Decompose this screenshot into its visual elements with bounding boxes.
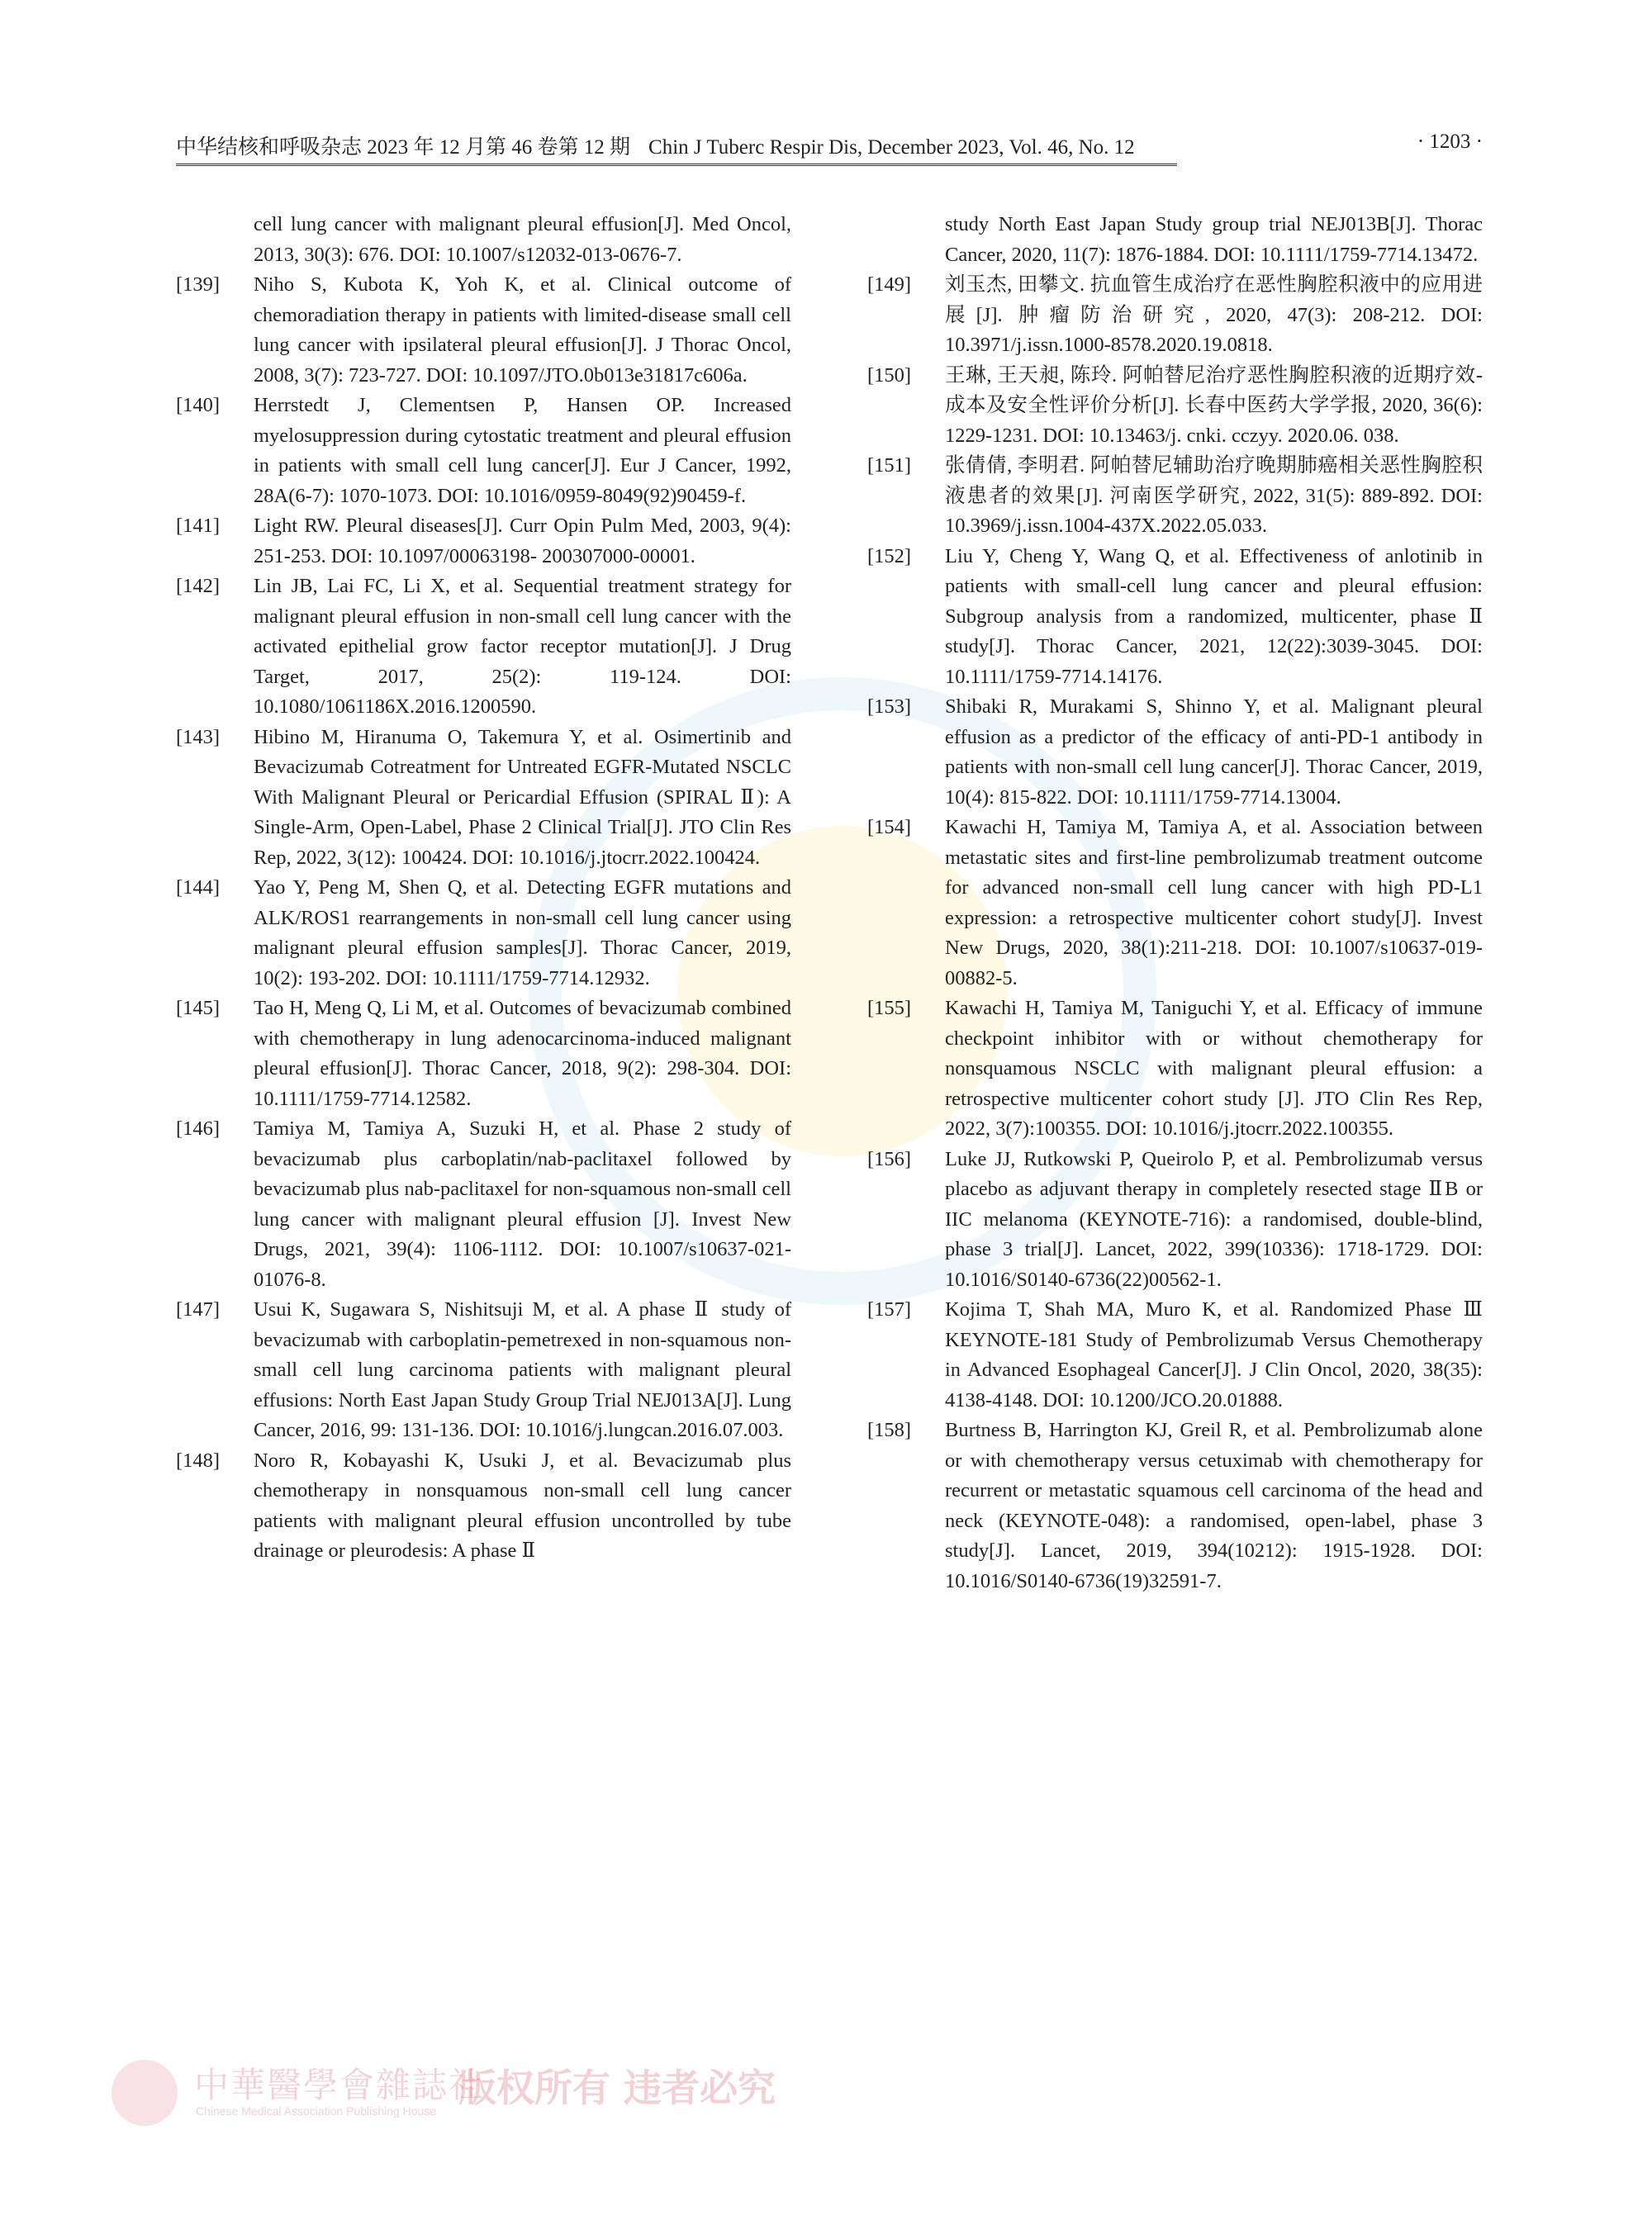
reference-entry [867, 451, 1483, 542]
journal-title-en: Chin J Tuberc Respir Dis, December 2023, Vol. 46, No. 12 [648, 136, 1135, 159]
publisher-logo-icon [112, 2060, 178, 2126]
journal-title-cn: 中华结核和呼吸杂志 2023 年 12 月第 46 卷第 12 期 [176, 136, 631, 159]
reference-number: [142] [176, 575, 221, 597]
reference-number: [143] [176, 725, 221, 748]
page-number: · 1203 · [1417, 130, 1483, 153]
reference-entry [867, 542, 1483, 693]
reference-entry [176, 1446, 791, 1567]
reference-entry [176, 1295, 791, 1446]
reference-entry [176, 994, 791, 1114]
reference-text: Burtness B, Harrington KJ, Greil R, et al. Pembrolizumab alone or with chemotherapy versus cetuximab with chemotherapy for recurrent or metastatic squamous cell carcinoma of the head and neck (KEYNOTE-048): a randomised, open-label, phase 3 study[J]. Lancet, 2019, 394(10212): 1915-1928. DOI: 10.1016/S0140-6736(19)32591-7. [945, 1419, 1483, 1592]
reference-number: [154] [867, 816, 912, 838]
reference-text: Herrstedt J, Clementsen P, Hansen OP. Increased myelosuppression during cytostatic treatment and pleural effusion in patients with small cell lung cancer[J]. Eur J Cancer, 1992, 28A(6-7): 1070-1073. DOI: 10.1016/0959-8049(92)90459-f. [254, 394, 791, 507]
reference-entry [867, 994, 1483, 1145]
references-right-column [867, 210, 1483, 1596]
reference-entry [867, 270, 1483, 361]
publisher-name-en: Chinese Medical Association Publishing House [196, 2104, 437, 2118]
reference-text: Kawachi H, Tamiya M, Taniguchi Y, et al. Efficacy of immune checkpoint inhibitor with or without chemotherapy for nonsquamous NSCLC with malignant pleural effusion: a retrospective multicenter cohort study [J]. JTO Clin Res Rep, 2022, 3(7):100355. DOI: 10.1016/j.jtocrr.2022.100355. [945, 997, 1483, 1140]
reference-text: Shibaki R, Murakami S, Shinno Y, et al. Malignant pleural effusion as a predictor of the efficacy of anti-PD-1 antibody in patients with non-small cell lung cancer[J]. Thorac Cancer, 2019, 10(4): 815-822. DOI: 10.1111/1759-7714.13004. [945, 695, 1483, 809]
reference-text: Luke JJ, Rutkowski P, Queirolo P, et al. Pembrolizumab versus placebo as adjuvant therapy in completely resected stage ⅡB or IIC melanoma (KEYNOTE-716): a randomised, double-blind, phase 3 trial[J]. Lancet, 2022, 399(10336): 1718-1729. DOI: 10.1016/S0140-6736(22)00562-1. [945, 1147, 1483, 1291]
reference-text: study North East Japan Study group trial NEJ013B[J]. Thorac Cancer, 2020, 11(7): 1876-1884. DOI: 10.1111/1759-7714.13472. [945, 213, 1483, 266]
reference-text: Hibino M, Hiranuma O, Takemura Y, et al. Osimertinib and Bevacizumab Cotreatment for Untreated EGFR-Mutated NSCLC With Malignant Pleural or Pericardial Effusion (SPIRAL Ⅱ): A Single-Arm, Open-Label, Phase 2 Clinical Trial[J]. JTO Clin Res Rep, 2022, 3(12): 100424. DOI: 10.1016/j.jtocrr.2022.100424. [254, 725, 791, 869]
reference-entry [867, 1145, 1483, 1296]
publisher-name-cn: 中華醫學會雜誌社 [194, 2065, 486, 2105]
reference-number: [146] [176, 1117, 221, 1140]
reference-number: [149] [867, 273, 912, 296]
reference-entry [867, 1295, 1483, 1416]
reference-number: [151] [867, 454, 912, 477]
reference-entry [176, 210, 791, 270]
journal-title [176, 130, 1177, 166]
reference-text: cell lung cancer with malignant pleural effusion[J]. Med Oncol, 2013, 30(3): 676. DOI: 10.1007/s12032-013-0676-7. [254, 213, 791, 266]
reference-text: 刘玉杰, 田攀文. 抗血管生成治疗在恶性胸腔积液中的应用进展[J]. 肿瘤防治研究, 2020, 47(3): 208-212. DOI: 10.3971/j.issn.1000-8578.2020.19.0818. [945, 273, 1483, 356]
reference-text: Light RW. Pleural diseases[J]. Curr Opin Pulm Med, 2003, 9(4): 251-253. DOI: 10.1097/00063198- 200307000-00001. [254, 515, 791, 567]
reference-number: [157] [867, 1298, 912, 1321]
reference-text: Kojima T, Shah MA, Muro K, et al. Randomized Phase Ⅲ KEYNOTE-181 Study of Pembrolizumab Versus Chemotherapy in Advanced Esophageal Cancer[J]. J Clin Oncol, 2020, 38(35): 4138-4148. DOI: 10.1200/JCO.20.01888. [945, 1298, 1483, 1411]
reference-entry [176, 1114, 791, 1295]
reference-entry [867, 1416, 1483, 1596]
reference-number: [147] [176, 1298, 221, 1321]
reference-number: [150] [867, 363, 912, 387]
reference-number: [139] [176, 273, 221, 296]
reference-entry [176, 511, 791, 572]
reference-text: Yao Y, Peng M, Shen Q, et al. Detecting EGFR mutations and ALK/ROS1 rearrangements in non-small cell lung cancer using malignant pleural effusion samples[J]. Thorac Cancer, 2019, 10(2): 193-202. DOI: 10.1111/1759-7714.12932. [254, 876, 791, 989]
reference-number: [158] [867, 1419, 912, 1441]
reference-text: Usui K, Sugawara S, Nishitsuji M, et al. A phase Ⅱ study of bevacizumab with carboplatin-pemetrexed in non-squamous non-small cell lung carcinoma patients with malignant pleural effusions: North East Japan Study Group Trial NEJ013A[J]. Lung Cancer, 2016, 99: 131-136. DOI: 10.1016/j.lungcan.2016.07.003. [254, 1298, 791, 1441]
reference-text: 王琳, 王天昶, 陈玲. 阿帕替尼治疗恶性胸腔积液的近期疗效-成本及安全性评价分析[J]. 长春中医药大学学报, 2020, 36(6): 1229-1231. DOI: 10.13463/j. cnki. cczyy. 2020.06. 038. [945, 363, 1483, 447]
reference-entry [867, 692, 1483, 813]
reference-text: Tao H, Meng Q, Li M, et al. Outcomes of bevacizumab combined with chemotherapy in lung adenocarcinoma-induced malignant pleural effusion[J]. Thorac Cancer, 2018, 9(2): 298-304. DOI: 10.1111/1759-7714.12582. [254, 997, 791, 1110]
reference-text: Noro R, Kobayashi K, Usuki J, et al. Bevacizumab plus chemotherapy in nonsquamous non-small cell lung cancer patients with malignant pleural effusion uncontrolled by tube drainage or pleurodesis: A phase Ⅱ [254, 1449, 791, 1562]
reference-entry [867, 210, 1483, 270]
reference-entry [176, 572, 791, 723]
reference-text: Niho S, Kubota K, Yoh K, et al. Clinical outcome of chemoradiation therapy in patients with limited-disease small cell lung cancer with ipsilateral pleural effusion[J]. J Thorac Oncol, 2008, 3(7): 723-727. DOI: 10.1097/JTO.0b013e31817c606a. [254, 273, 791, 387]
running-header [176, 130, 1483, 164]
copyright-notice: 版权所有 违者必究 [458, 2066, 776, 2110]
reference-number: [141] [176, 515, 221, 537]
reference-entry [867, 813, 1483, 994]
reference-entry [176, 270, 791, 391]
reference-entry [867, 361, 1483, 452]
reference-number: [144] [176, 876, 221, 899]
reference-text: Lin JB, Lai FC, Li X, et al. Sequential treatment strategy for malignant pleural effusion in non-small cell lung cancer with the activated epithelial grow factor receptor mutation[J]. J Drug Target, 2017, 25(2): 119-124. DOI: 10.1080/1061186X.2016.1200590. [254, 575, 791, 718]
reference-text: 张倩倩, 李明君. 阿帕替尼辅助治疗晚期肺癌相关恶性胸腔积液患者的效果[J]. 河南医学研究, 2022, 31(5): 889-892. DOI: 10.3969/j.issn.1004-437X.2022.05.033. [945, 454, 1483, 537]
reference-number: [140] [176, 394, 221, 416]
reference-number: [156] [867, 1147, 912, 1170]
reference-entry [176, 391, 791, 511]
references-left-column [176, 210, 791, 1567]
reference-entry [176, 723, 791, 874]
reference-entry [176, 873, 791, 994]
reference-number: [148] [176, 1449, 221, 1472]
reference-number: [155] [867, 997, 912, 1019]
reference-number: [152] [867, 544, 912, 567]
reference-text: Tamiya M, Tamiya A, Suzuki H, et al. Phase 2 study of bevacizumab plus carboplatin/nab-paclitaxel followed by bevacizumab plus nab-paclitaxel for non-squamous non-small cell lung cancer with malignant pleural effusion [J]. Invest New Drugs, 2021, 39(4): 1106-1112. DOI: 10.1007/s10637-021-01076-8. [254, 1117, 791, 1291]
reference-number: [153] [867, 695, 912, 718]
reference-number: [145] [176, 997, 221, 1019]
reference-text: Liu Y, Cheng Y, Wang Q, et al. Effectiveness of anlotinib in patients with small-cell lung cancer and pleural effusion: Subgroup analysis from a randomized, multicenter, phase Ⅱ study[J]. Thorac Cancer, 2021, 12(22):3039-3045. DOI: 10.1111/1759-7714.14176. [945, 544, 1483, 688]
reference-text: Kawachi H, Tamiya M, Tamiya A, et al. Association between metastatic sites and first-line pembrolizumab treatment outcome for advanced non-small cell lung cancer with high PD-L1 expression: a retrospective multicenter cohort study[J]. Invest New Drugs, 2020, 38(1):211-218. DOI: 10.1007/s10637-019-00882-5. [945, 816, 1483, 989]
